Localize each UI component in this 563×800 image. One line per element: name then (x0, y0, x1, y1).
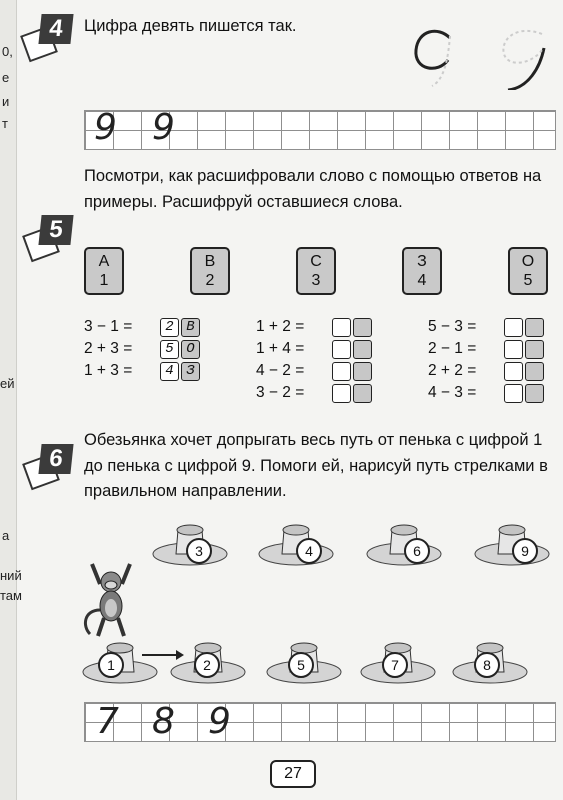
stump[interactable] (452, 636, 528, 689)
equation-row (256, 382, 374, 404)
equation-expression: 1 + 2 = (256, 318, 305, 335)
monkey-illustration (78, 560, 144, 640)
stump[interactable] (258, 518, 334, 571)
stump[interactable] (474, 518, 550, 571)
stump-icon (258, 518, 334, 566)
letter-box[interactable] (525, 362, 544, 381)
stump-icon (366, 518, 442, 566)
answer-box[interactable]: 4 (160, 362, 179, 381)
equation-row (256, 360, 374, 382)
answer-box[interactable] (504, 318, 523, 337)
sample-digit: 7 (96, 701, 119, 742)
letter-box[interactable]: З (181, 362, 200, 381)
equation-expression: 1 + 3 = (84, 362, 133, 379)
equation-expression: 1 + 4 = (256, 340, 305, 357)
sample-digit: 9 (94, 107, 117, 148)
cipher-card (190, 247, 230, 295)
stump[interactable] (152, 518, 228, 571)
equation-group (428, 316, 546, 404)
cipher-number: 1 (99, 272, 109, 289)
equation-expression: 5 − 3 = (428, 318, 477, 335)
cipher-letter: О (521, 252, 535, 270)
stump-number: 6 (404, 538, 430, 564)
answer-box[interactable] (332, 318, 351, 337)
letter-box[interactable]: О (181, 340, 200, 359)
stump[interactable] (266, 636, 342, 689)
edge-fragment: е (2, 70, 10, 85)
cipher-letter: С (310, 252, 322, 270)
edge-fragment: 0, (2, 44, 13, 59)
edge-fragment: т (2, 116, 8, 131)
stump-number: 2 (194, 652, 220, 678)
cipher-number: 4 (417, 272, 427, 289)
letter-box[interactable] (525, 318, 544, 337)
edge-fragment: и (2, 94, 10, 109)
letter-box[interactable] (353, 362, 372, 381)
edge-fragment: ей (0, 376, 15, 391)
equation-expression: 3 − 2 = (256, 384, 305, 401)
stump-number: 8 (474, 652, 500, 678)
stump-number: 4 (296, 538, 322, 564)
stump-number: 5 (288, 652, 314, 678)
stump-number: 3 (186, 538, 212, 564)
letter-box[interactable] (353, 384, 372, 403)
equation-expression: 2 + 2 = (428, 362, 477, 379)
cipher-number: 2 (205, 272, 215, 289)
cipher-letter: В (204, 252, 216, 270)
letter-box[interactable] (525, 384, 544, 403)
cipher-number: 5 (523, 272, 533, 289)
stump[interactable] (170, 636, 246, 689)
equation-row (428, 382, 546, 404)
stump[interactable] (82, 636, 158, 689)
edge-fragment: там (0, 588, 22, 603)
letter-box[interactable] (525, 340, 544, 359)
cipher-letter: З (417, 252, 427, 270)
letter-box[interactable]: В (181, 318, 200, 337)
stump[interactable] (360, 636, 436, 689)
equation-row (428, 316, 546, 338)
answer-box[interactable]: 2 (160, 318, 179, 337)
task-4-badge: 4 (38, 14, 73, 44)
answer-box[interactable] (332, 362, 351, 381)
nine-stroke-guide (404, 20, 554, 90)
stump[interactable] (366, 518, 442, 571)
equation-row (84, 316, 202, 338)
equation-row (256, 316, 374, 338)
cipher-card (84, 247, 124, 295)
page-number: 27 (270, 760, 316, 788)
stump-number: 7 (382, 652, 408, 678)
task-4-heading: Цифра девять пишется так. (84, 17, 297, 35)
equation-row (428, 338, 546, 360)
answer-box[interactable] (332, 384, 351, 403)
answer-box[interactable] (504, 362, 523, 381)
equation-row (256, 338, 374, 360)
equation-row (428, 360, 546, 382)
answer-box[interactable] (504, 340, 523, 359)
equation-row (84, 338, 202, 360)
answer-box[interactable] (504, 384, 523, 403)
cipher-number: 3 (311, 272, 321, 289)
task-5-badge: 5 (38, 215, 73, 245)
equation-group (256, 316, 374, 404)
cipher-card (508, 247, 548, 295)
cipher-card (402, 247, 442, 295)
equation-expression: 4 − 2 = (256, 362, 305, 379)
equation-expression: 4 − 3 = (428, 384, 477, 401)
equation-expression: 3 − 1 = (84, 318, 133, 335)
task-6-badge: 6 (38, 444, 73, 474)
cipher-card (296, 247, 336, 295)
edge-fragment: а (2, 528, 10, 543)
sample-digit: 9 (208, 701, 231, 742)
task-5-heading: Посмотри, как расшифровали слово с помощью ответов на примеры. Расшифруй оставшиеся слова. (84, 167, 542, 211)
answer-box[interactable] (332, 340, 351, 359)
equation-expression: 2 + 3 = (84, 340, 133, 357)
sample-digit: 9 (152, 107, 175, 148)
sample-digit: 8 (152, 701, 175, 742)
letter-box[interactable] (353, 318, 372, 337)
answer-box[interactable]: 5 (160, 340, 179, 359)
task-6-heading: Обезьянка хочет допрыгать весь путь от пенька с цифрой 1 до пенька с цифрой 9. Помоги ей, нарисуй путь стрелками в правильном направлении. (84, 431, 548, 501)
equation-expression: 2 − 1 = (428, 340, 477, 357)
stump-number: 1 (98, 652, 124, 678)
stump-icon (474, 518, 550, 566)
stump-number: 9 (512, 538, 538, 564)
cipher-letter: А (98, 252, 110, 270)
letter-box[interactable] (353, 340, 372, 359)
edge-fragment: ний (0, 568, 22, 583)
equation-group (84, 316, 202, 382)
equation-row (84, 360, 202, 382)
